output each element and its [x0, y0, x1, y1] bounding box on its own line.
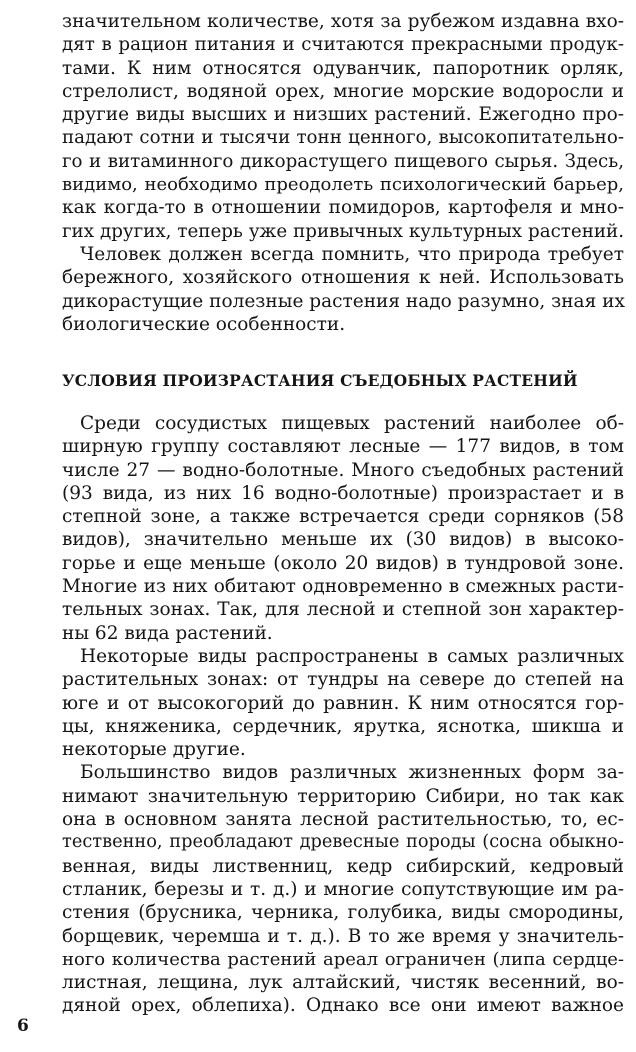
page-number: 6: [17, 1016, 29, 1036]
text-line: стрелолист, водяной орех, многие морские водоросли и: [62, 80, 624, 102]
text-line: стения (брусника, черника, голубика, виды смородины,: [62, 902, 624, 924]
text-line: Среди сосудистых пищевых растений наиболее об-: [80, 413, 624, 434]
text-line: числе 27 — водно-болотные. Много съедобных растений: [62, 459, 624, 481]
text-line: стланик, березы и т. д.) и многие сопутствующие им ра-: [62, 878, 624, 900]
text-line: степной зоне, а также встречается среди сорняков (58: [62, 506, 624, 528]
paragraph-5: [62, 761, 624, 1017]
text-line: дикорастущие полезные растения надо разумно, зная их: [62, 290, 625, 312]
paragraph-2: [62, 243, 624, 336]
paragraph-1: [62, 10, 624, 243]
text-line: падают сотни и тысячи тонн ценного, высокопитательно-: [62, 127, 624, 149]
text-line: как когда-то в отношении помидоров, картофеля и мно-: [62, 197, 624, 219]
text-line: борщевик, черемша и т. д.). В то же время у значитель-: [62, 925, 624, 947]
text-line: ширную группу составляют лесные — 177 видов, в том: [62, 436, 624, 458]
text-line: растительных зонах: от тундры на севере до степей на: [62, 669, 624, 691]
text-block-main: [62, 412, 624, 1018]
text-line: дят в рацион питания и считаются прекрасными продук-: [62, 34, 624, 56]
text-line: видимо, необходимо преодолеть психологический барьер,: [62, 174, 624, 196]
text-line: она в основном занята лесной растительностью, то, ес-: [62, 809, 624, 831]
text-line: цы, княженика, сердечник, ярутка, яснотка, шикша и: [62, 715, 624, 737]
text-line: горье и еще меньше (около 20 видов) в тундровой зоне.: [62, 552, 624, 574]
text-line: дяной орех, облепиха). Однако все они имеют важное: [62, 995, 624, 1017]
text-line: Человек должен всегда помнить, что природа требует: [80, 243, 624, 265]
section-heading: УСЛОВИЯ ПРОИЗРАСТАНИЯ СЪЕДОБНЫХ РАСТЕНИЙ: [62, 371, 578, 390]
text-line: Многие из них обитают одновременно в смежных расти-: [62, 576, 624, 598]
text-line: гих других, теперь уже привычных культурных растений.: [62, 220, 624, 242]
text-line: листная, лещина, лук алтайский, чистяк весенний, во-: [62, 972, 624, 994]
text-block-top: [62, 10, 624, 336]
paragraph-4: [62, 645, 624, 761]
text-line: ны 62 вида растений.: [62, 622, 273, 644]
text-line: тественно, преобладают древесные породы (сосна обыкно-: [62, 832, 624, 853]
text-line: нимают значительную территорию Сибири, но так как: [62, 785, 624, 807]
text-line: го и витаминного дикорастущего пищевого сырья. Здесь,: [62, 150, 624, 172]
text-line: ного количества растений ареал ограничен (липа сердце-: [62, 948, 624, 970]
text-line: тельных зонах. Так, для лесной и степной зон характер-: [62, 599, 624, 621]
text-line: (93 вида, из них 16 водно-болотные) произрастает и в: [62, 482, 624, 504]
paragraph-3: [62, 412, 624, 645]
text-line: другие виды высших и низших растений. Ежегодно про-: [62, 104, 624, 126]
text-line: тами. К ним относятся одуванчик, папоротник орляк,: [62, 57, 624, 79]
text-line: бережного, хозяйского отношения к ней. Использовать: [62, 267, 624, 289]
text-line: Большинство видов различных жизненных форм за-: [80, 762, 624, 784]
text-line: юге и от высокогорий до равнин. К ним относятся гор-: [62, 692, 624, 714]
text-line: некоторые другие.: [62, 739, 246, 761]
text-line: венная, виды лиственниц, кедр сибирский, кедровый: [62, 855, 624, 877]
text-line: биологические особенности.: [62, 313, 346, 335]
text-line: значительном количестве, хотя за рубежом издавна вхо-: [62, 11, 624, 32]
text-line: Некоторые виды распространены в самых различных: [80, 645, 624, 667]
text-line: видов), значительно меньше их (30 видов) в высоко-: [62, 529, 624, 551]
